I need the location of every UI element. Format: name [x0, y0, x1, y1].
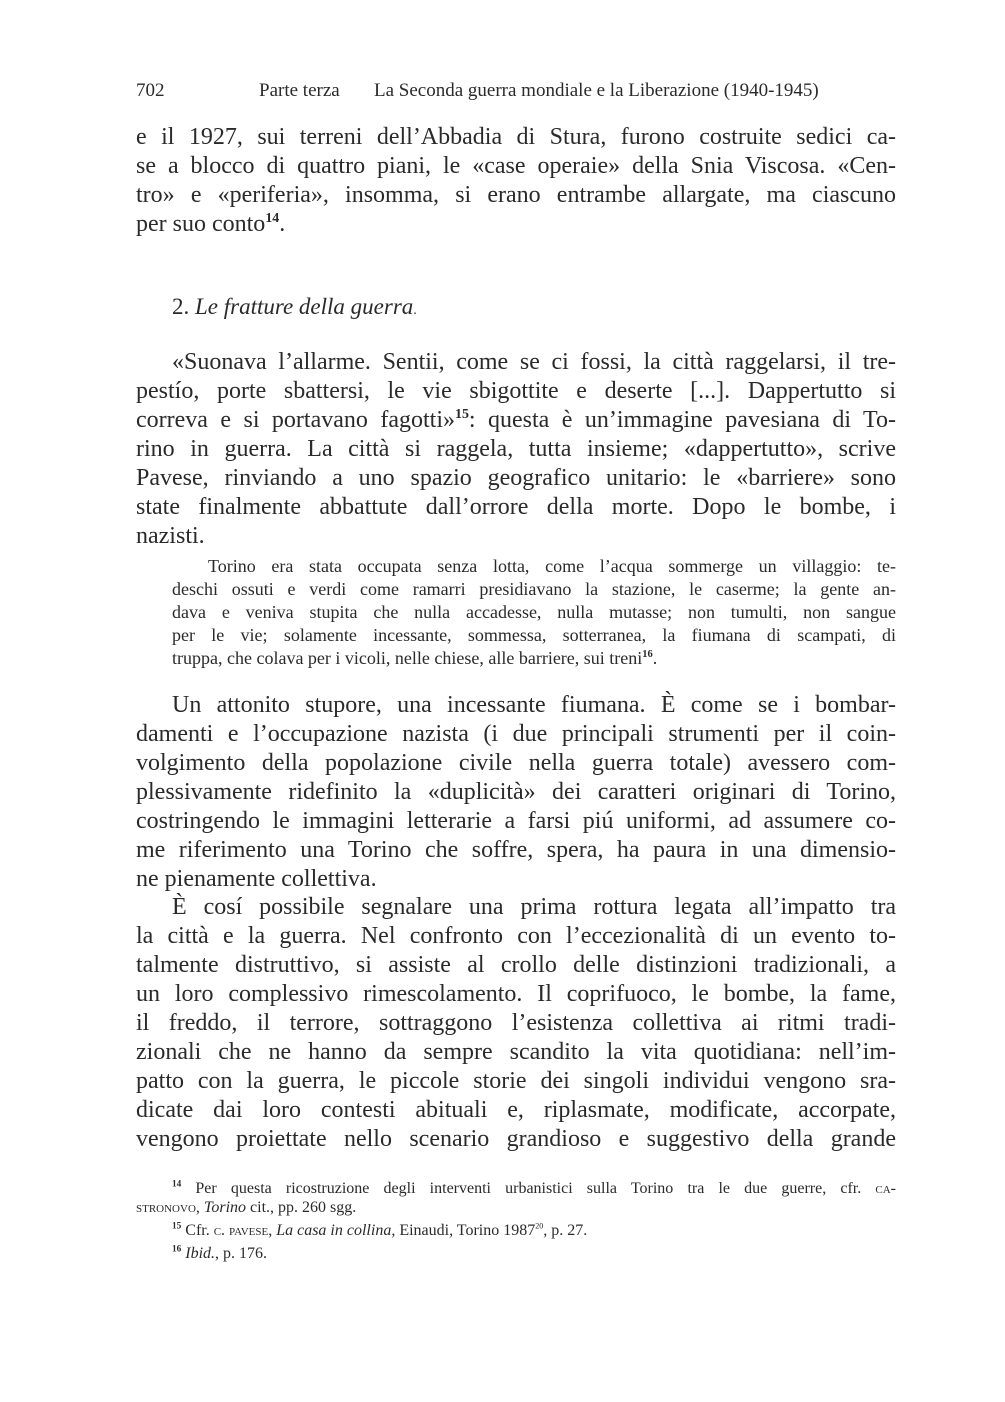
quote-period: .	[652, 648, 658, 668]
section-title: Le fratture della guerra	[195, 294, 414, 319]
header-title: La Seconda guerra mondiale e la Liberazione (1940-1945)	[374, 80, 819, 101]
quote-line: deschi ossuti e verdi come ramarri presidiavano la stazione, le caserme; la gente an-	[172, 579, 896, 599]
quote-line: Torino era stata occupata senza lotta, come l’acqua sommerge un villaggio: te-	[208, 556, 896, 576]
footnote-ref-16: 16	[642, 649, 653, 660]
section-period: .	[413, 303, 417, 318]
footnote-text: , Einaudi, Torino 1987	[391, 1222, 536, 1239]
body-text: correva e si portavano fagotti»	[136, 407, 455, 433]
body-line: damenti e l’occupazione nazista (i due principali strumenti per il coin-	[136, 721, 896, 747]
body-line: il freddo, il terrore, sottraggono l’esistenza collettiva ai ritmi tradi-	[136, 1010, 896, 1036]
body-line: state finalmente abbattute dall’orrore della morte. Dopo le bombe, i	[136, 494, 896, 520]
body-text: per suo conto	[136, 211, 266, 237]
body-line: costringendo le immagini letterarie a farsi piú uniformi, ad assumere co-	[136, 808, 896, 834]
footnote-author: ca-	[875, 1180, 897, 1197]
quote-line: dava e veniva stupita che nulla accadesse, nulla mutasse; non tumulti, non sangue	[172, 602, 896, 622]
footnote-15: $^{15}$ Cfr. c. pavese, La casa in collina, Einaudi, Torino 1987$^{20}$, p. 27.	[172, 1221, 588, 1239]
body-line: nazisti.	[136, 523, 205, 549]
body-line: dicate dai loro contesti abituali e, riplasmate, modificate, accorpate,	[136, 1097, 896, 1123]
footnote-text: Cfr.	[185, 1222, 210, 1239]
footnote-ref-15: 15	[455, 407, 469, 422]
body-line: pestío, porte sbattersi, le vie sbigottite e deserte [...]. Dappertutto si	[136, 378, 896, 404]
body-line: e il 1927, sui terreni dell’Abbadia di Stura, furono costruite sedici ca-	[136, 124, 896, 150]
section-heading	[172, 294, 417, 320]
footnote-text: cit., pp. 260 sgg.	[250, 1199, 357, 1216]
edition-number: 20	[535, 1221, 544, 1231]
body-line: «Suonava l’allarme. Sentii, come se ci fossi, la città raggelarsi, il tre-	[172, 349, 896, 375]
body-line: me riferimento una Torino che soffre, spera, ha paura in una dimensio-	[136, 837, 896, 863]
footnote-title: Ibid.	[185, 1245, 216, 1262]
footnote-author: stronovo	[136, 1199, 196, 1216]
footnote-number: 16	[172, 1244, 182, 1255]
page-number: 702	[136, 80, 165, 101]
quote-line: per le vie; solamente incessante, sommessa, sotterranea, la fiumana di scampati, di	[172, 625, 896, 645]
footnote-title: La casa in collina	[276, 1222, 392, 1239]
body-line: la città e la guerra. Nel confronto con l’eccezionalità di un evento to-	[136, 923, 896, 949]
body-line: se a blocco di quattro piani, le «case operaie» della Snia Viscosa. «Cen-	[136, 153, 896, 179]
footnote-ref-14: 14	[265, 211, 280, 226]
body-line: ne pienamente collettiva.	[136, 866, 377, 892]
section-number: 2.	[172, 294, 190, 319]
body-line: Un attonito stupore, una incessante fiumana. È come se i bombar-	[172, 692, 896, 718]
footnote-number: 15	[172, 1221, 182, 1232]
body-line: È cosí possibile segnalare una prima rottura legata all’impatto tra	[172, 894, 896, 920]
body-line: vengono proiettate nello scenario grandioso e suggestivo della grande	[136, 1126, 896, 1152]
body-line	[136, 407, 896, 434]
footnote-16	[172, 1245, 267, 1263]
quote-line	[172, 648, 657, 669]
footnote-14-cont: stronovo, Torino cit., pp. 260 sgg.	[136, 1199, 357, 1216]
footnote-14	[172, 1180, 896, 1198]
body-line: plessivamente ridefinito la «duplicità» dei caratteri originari di Torino,	[136, 779, 896, 805]
body-line: un loro complessivo rimescolamento. Il coprifuoco, le bombe, la fame,	[136, 981, 896, 1007]
footnote-text: , p. 176.	[215, 1245, 268, 1262]
header-part: Parte terza	[259, 80, 340, 101]
body-line: tro» e «periferia», insomma, si erano entrambe allargate, ma ciascuno	[136, 182, 896, 208]
footnote-text: , p. 27.	[543, 1222, 588, 1239]
body-line: zionali che ne hanno da sempre scandito la vita quotidiana: nell’im-	[136, 1039, 896, 1065]
footnote-text: Per questa ricostruzione degli interventi urbanistici sulla Torino tra le due guerre, cfr.	[195, 1180, 862, 1197]
footnote-title: Torino	[203, 1199, 247, 1216]
body-line: patto con la guerra, le piccole storie dei singoli individui vengono sra-	[136, 1068, 896, 1094]
body-line: per suo conto$^{14}$.	[136, 211, 286, 237]
footnote-author: c. pavese	[213, 1222, 269, 1239]
body-line: volgimento della popolazione civile nella guerra totale) avessero com-	[136, 750, 896, 776]
footnote-number: 14	[172, 1179, 182, 1190]
body-line: Pavese, rinviando a uno spazio geografico unitario: le «barriere» sono	[136, 465, 896, 491]
body-text: : questa è un’immagine pavesiana di To-	[468, 407, 896, 433]
body-line: talmente distruttivo, si assiste al crollo delle distinzioni tradizionali, a	[136, 952, 896, 978]
quote-text: truppa, che colava per i vicoli, nelle chiese, alle barriere, sui treni	[172, 648, 643, 668]
body-line: rino in guerra. La città si raggela, tutta insieme; «dappertutto», scrive	[136, 436, 896, 462]
